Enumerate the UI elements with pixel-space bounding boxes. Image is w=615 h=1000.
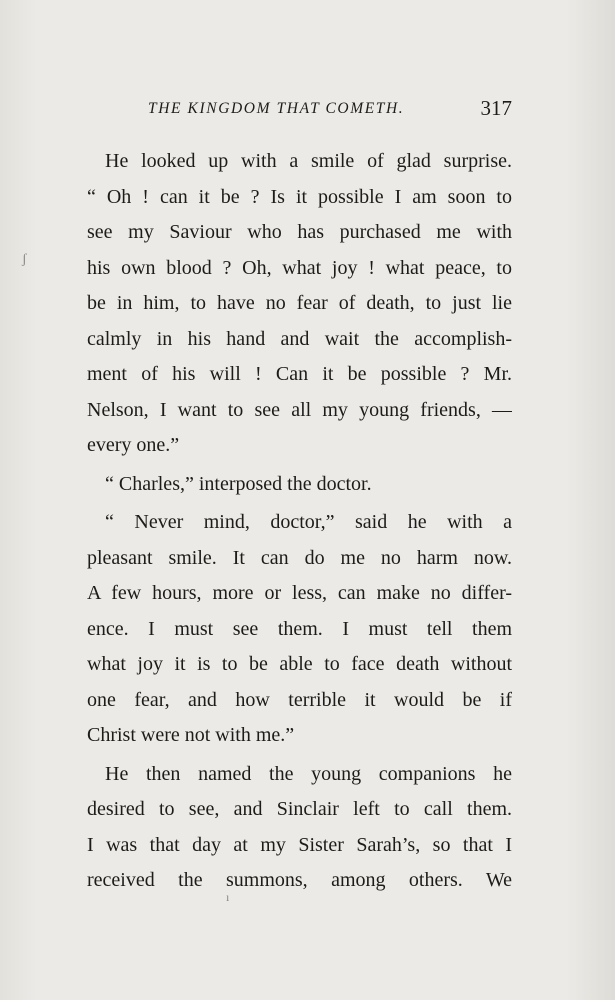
- text-line: “ Never mind, doctor,” said he with a: [105, 511, 512, 533]
- page-number: 317: [480, 96, 512, 120]
- text-line: I was that day at my Sister Sarah’s, so that I: [87, 833, 512, 856]
- text-line: Christ were not with me.”: [87, 724, 295, 746]
- text-line: A few hours, more or less, can make no differ-: [87, 582, 512, 604]
- text-line: received the summons, among others. We: [87, 869, 512, 891]
- text-line: pleasant smile. It can do me no harm now.: [87, 546, 512, 569]
- paragraph: [87, 144, 512, 464]
- text-line: ence. I must see them. I must tell them: [87, 617, 512, 640]
- body-text: [87, 144, 512, 899]
- paper-speck: ı: [226, 890, 230, 904]
- text-line: He then named the young companions he: [105, 762, 512, 785]
- paragraph: [87, 467, 512, 503]
- text-line: one fear, and how terrible it would be if: [87, 688, 512, 711]
- text-line: what joy it is to be able to face death without: [87, 653, 512, 675]
- running-head: [148, 96, 512, 122]
- text-line: “ Charles,” interposed the doctor.: [105, 472, 372, 495]
- text-line: desired to see, and Sinclair left to call them.: [87, 798, 512, 820]
- text-line: “ Oh ! can it be ? Is it possible I am soon to: [87, 185, 512, 208]
- paragraph: [87, 757, 512, 899]
- text-line: He looked up with a smile of glad surprise.: [105, 150, 512, 172]
- text-line: be in him, to have no fear of death, to just lie: [87, 292, 512, 314]
- paper-speck: ʃ: [22, 252, 27, 267]
- text-line: calmly in his hand and wait the accomplish-: [87, 327, 512, 350]
- paragraph: [87, 505, 512, 754]
- text-line: see my Saviour who has purchased me with: [87, 221, 512, 243]
- running-title: THE KINGDOM THAT COMETH.: [148, 100, 405, 117]
- text-line: ment of his will ! Can it be possible ? Mr.: [87, 363, 512, 385]
- text-line: his own blood ? Oh, what joy ! what peace, to: [87, 256, 512, 279]
- text-line: Nelson, I want to see all my young friends, —: [87, 398, 512, 421]
- text-line: every one.”: [87, 434, 180, 456]
